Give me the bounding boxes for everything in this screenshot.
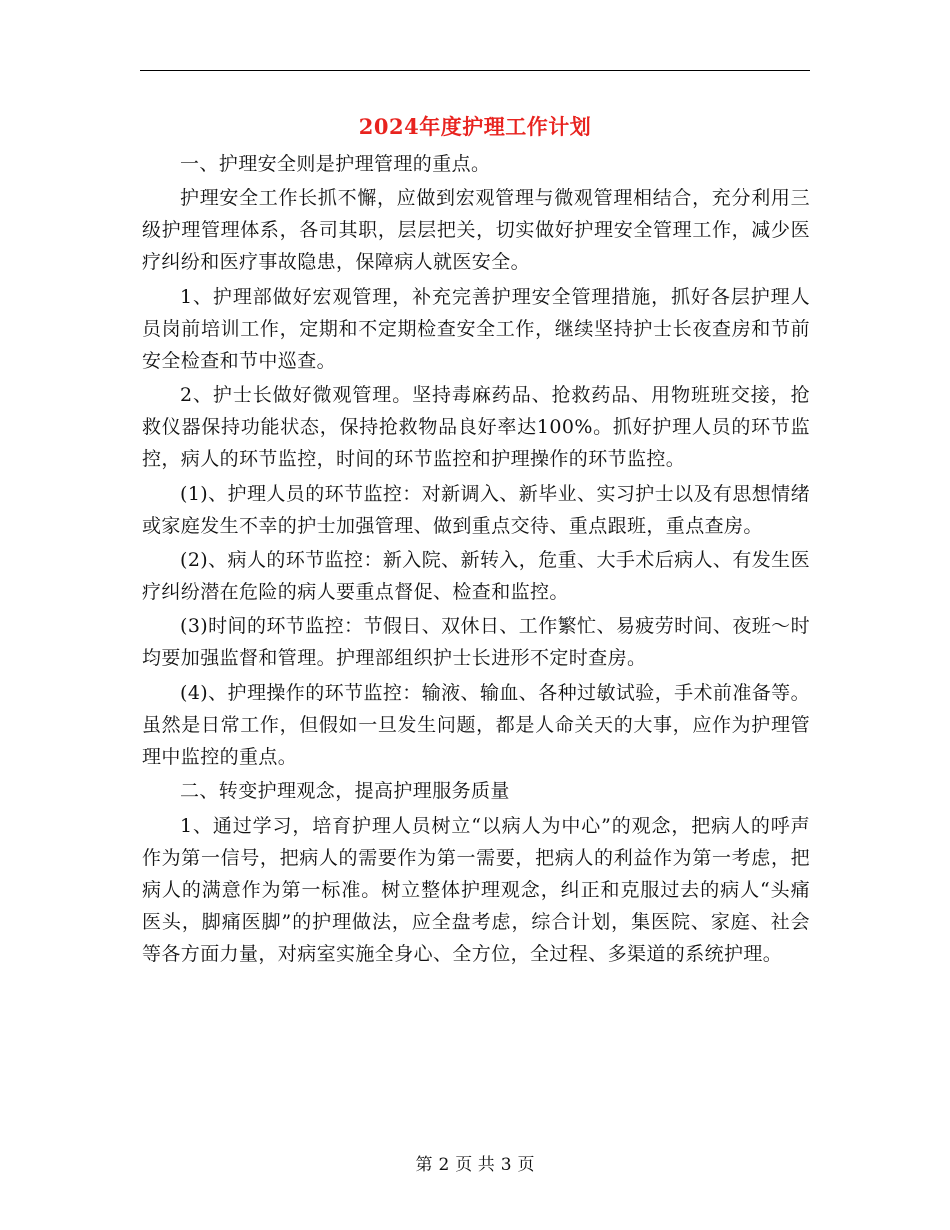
- footer-middle: 页 共: [455, 1155, 495, 1175]
- paragraph: 1、通过学习，培育护理人员树立“以病人为中心”的观念，把病人的呼声作为第一信号，把病人的需要作为第一需要，把病人的利益作为第一考虑，把病人的满意作为第一标准。树立整体护理观念，纠正和克服过去的病人“头痛医头，脚痛医脚”的护理做法，应全盘考虑，综合计划，集医院、家庭、社会等各方面力量，对病室实施全身心、全方位，全过程、多渠道的系统护理。: [142, 814, 810, 965]
- footer-prefix: 第: [415, 1155, 433, 1175]
- footer-suffix: 页: [517, 1155, 535, 1175]
- page-footer: [0, 1153, 950, 1177]
- paragraph: (2)、病人的环节监控：新入院、新转入，危重、大手术后病人、有发生医疗纠纷潜在危险的病人要重点督促、检查和监控。: [142, 548, 810, 603]
- paragraph: 1、护理部做好宏观管理，补充完善护理安全管理措施，抓好各层护理人员岗前培训工作，定期和不定期检查安全工作，继续坚持护士长夜查房和节前安全检查和节中巡查。: [142, 285, 810, 372]
- section-heading-2: 二、转变护理观念，提高护理服务质量: [180, 780, 510, 803]
- document-title: 2024年度护理工作计划: [358, 114, 592, 139]
- document-body: [142, 148, 810, 972]
- paragraph: 护理安全工作长抓不懈，应做到宏观管理与微观管理相结合，充分利用三级护理管理体系，各司其职，层层把关，切实做好护理安全管理工作，减少医疗纠纷和医疗事故隐患，保障病人就医安全。: [142, 187, 810, 274]
- paragraph: (3)时间的环节监控：节假日、双休日、工作繁忙、易疲劳时间、夜班～时均要加强监督和管理。护理部组织护士长进形不定时查房。: [142, 615, 810, 670]
- paragraph: 2、护士长做好微观管理。坚持毒麻药品、抢救药品、用物班班交接，抢救仪器保持功能状态，保持抢救物品良好率达100%。抓好护理人员的环节监控，病人的环节监控，时间的环节监控和护理操作的环节监控。: [142, 384, 810, 471]
- footer-total-pages: 3: [500, 1155, 512, 1175]
- footer-page-number: 2: [438, 1155, 450, 1175]
- paragraph: (4)、护理操作的环节监控：输液、输血、各种过敏试验，手术前准备等。虽然是日常工作，但假如一旦发生问题，都是人命关天的大事，应作为护理管理中监控的重点。: [142, 681, 810, 768]
- header-rule: [140, 70, 810, 71]
- paragraph: (1)、护理人员的环节监控：对新调入、新毕业、实习护士以及有思想情绪或家庭发生不幸的护士加强管理、做到重点交待、重点跟班，重点查房。: [142, 482, 810, 537]
- section-heading-1: 一、护理安全则是护理管理的重点。: [180, 153, 491, 175]
